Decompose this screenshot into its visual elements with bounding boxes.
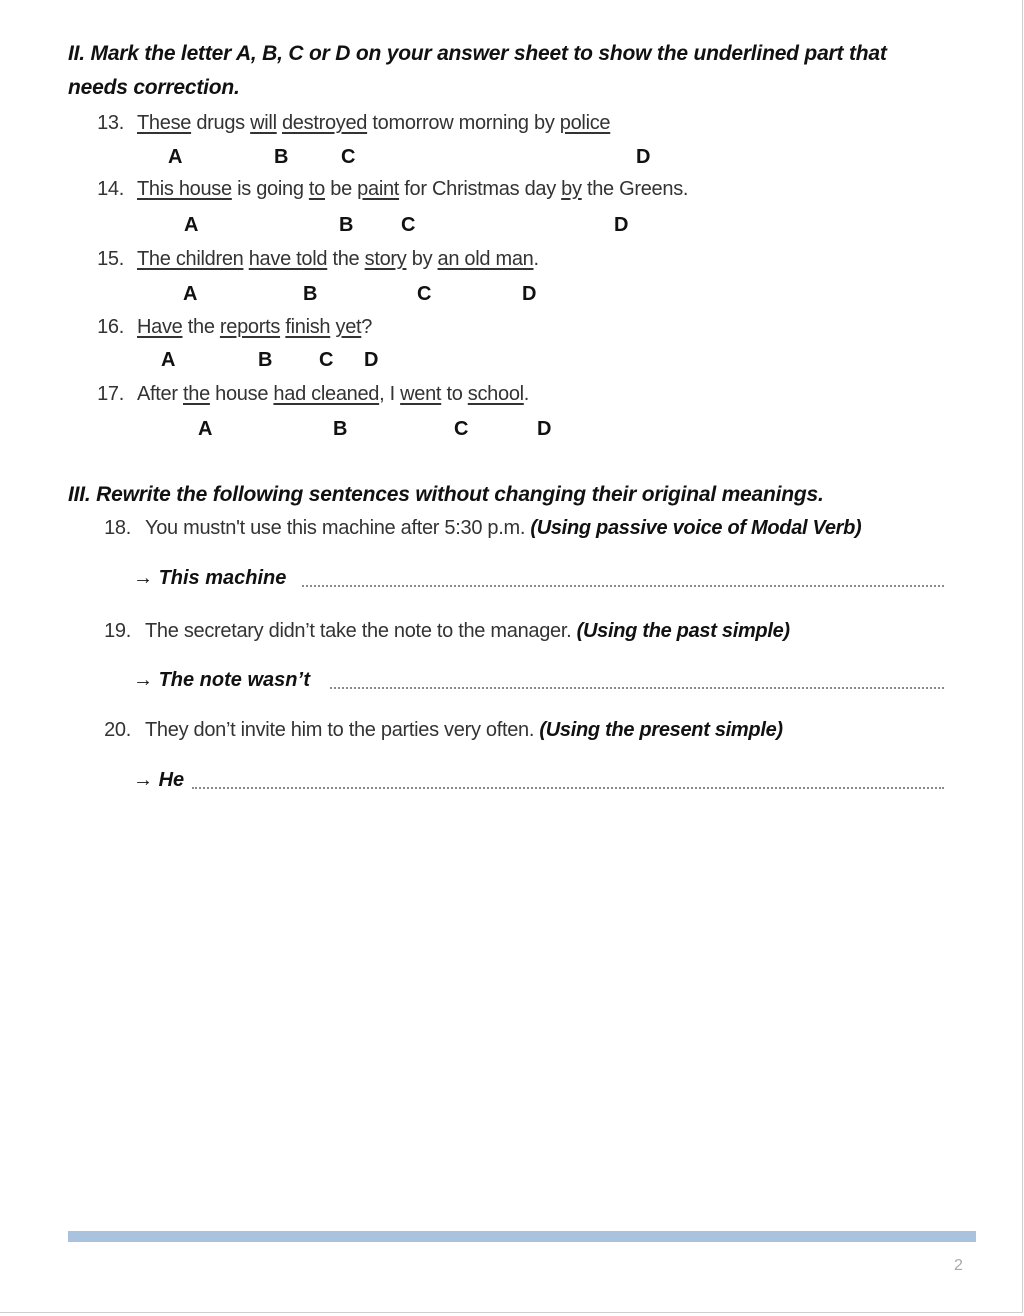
option-letter-b: B <box>339 214 354 236</box>
question-text <box>137 112 610 135</box>
arrow-icon: → <box>133 669 153 691</box>
question-text <box>137 248 539 271</box>
option-letter-a: A <box>183 283 198 305</box>
text-segment: drugs <box>191 112 251 134</box>
underlined-option-c: finish <box>285 316 331 338</box>
item-number: 18. <box>104 517 131 539</box>
underlined-option-c: story <box>364 248 407 270</box>
item-text <box>145 517 861 540</box>
underlined-option-b: had cleaned <box>273 383 380 405</box>
hint: (Using the present simple) <box>539 719 783 741</box>
answer-line-20[interactable] <box>192 787 944 789</box>
text-segment: to <box>441 383 468 405</box>
underlined-option-c: went <box>400 383 442 405</box>
text-segment: house <box>209 383 274 405</box>
text-segment: the <box>182 316 220 338</box>
question-text <box>137 316 372 339</box>
underlined-option-d: school <box>467 383 524 405</box>
sentence: The secretary didn’t take the note to the manager. <box>145 620 572 642</box>
question-text <box>137 383 529 406</box>
item-number: 20. <box>104 719 131 741</box>
underlined-option-a: The children <box>137 248 244 270</box>
text-segment: is going <box>231 178 309 200</box>
option-letter-a: A <box>168 146 183 168</box>
question-number: 14. <box>97 178 124 200</box>
option-letter-d: D <box>614 214 629 236</box>
answer-line-19[interactable] <box>330 687 944 689</box>
question-number: 15. <box>97 248 124 270</box>
underlined-option-d: by <box>561 178 582 200</box>
item-number: 19. <box>104 620 131 642</box>
text-segment: ? <box>361 316 373 338</box>
option-letter-c: C <box>454 418 469 440</box>
option-letter-b: B <box>333 418 348 440</box>
arrow-icon: → <box>133 567 153 589</box>
answer-prompt-19 <box>133 669 310 692</box>
option-letter-d: D <box>522 283 537 305</box>
sentence: They don’t invite him to the parties very often. <box>145 719 535 741</box>
underlined-option-c: destroyed <box>281 112 368 134</box>
answer-prompt-18 <box>133 567 286 590</box>
option-letter-c: C <box>401 214 416 236</box>
underlined-option-d: police <box>559 112 611 134</box>
sentence: You mustn't use this machine after 5:30 p.m. <box>145 517 526 539</box>
answer-line-18[interactable] <box>302 585 944 587</box>
option-letter-d: D <box>636 146 651 168</box>
underlined-option-b: will <box>250 112 277 134</box>
option-letter-d: D <box>537 418 552 440</box>
option-letter-b: B <box>258 349 273 371</box>
text-segment: . <box>523 383 530 405</box>
underlined-option-a: Have <box>137 316 183 338</box>
option-letter-c: C <box>417 283 432 305</box>
question-number: 16. <box>97 316 124 338</box>
underlined-option-d: an old man <box>437 248 534 270</box>
page-number: 2 <box>954 1257 963 1274</box>
option-letter-b: B <box>303 283 318 305</box>
underlined-option-b: reports <box>219 316 281 338</box>
text-segment: . <box>533 248 539 270</box>
option-letter-d: D <box>364 349 379 371</box>
text-segment: by <box>406 248 438 270</box>
answer-prompt-20 <box>133 769 184 792</box>
question-number: 17. <box>97 383 124 405</box>
footer-bar <box>68 1231 976 1242</box>
text-segment: tomorrow morning by <box>367 112 560 134</box>
option-letter-c: C <box>319 349 334 371</box>
option-letter-a: A <box>161 349 176 371</box>
underlined-option-b: to <box>308 178 325 200</box>
option-letter-b: B <box>274 146 289 168</box>
hint: (Using passive voice of Modal Verb) <box>530 517 862 539</box>
item-text <box>145 620 790 643</box>
answer-start: He <box>158 769 185 791</box>
text-segment: After <box>137 383 183 405</box>
answer-start: The note wasn’t <box>158 669 311 691</box>
item-text <box>145 719 783 742</box>
text-segment: for Christmas day <box>399 178 562 200</box>
underlined-option-a: the <box>183 383 210 405</box>
underlined-option-a: This house <box>137 178 232 200</box>
section-2-heading-line1: II. Mark the letter A, B, C or D on your answer sheet to show the underlined part that <box>68 42 887 65</box>
text-segment: , I <box>379 383 401 405</box>
underlined-option-b: have told <box>248 248 328 270</box>
text-segment: the Greens. <box>581 178 689 200</box>
question-text <box>137 178 688 201</box>
option-letter-a: A <box>198 418 213 440</box>
text-segment: the <box>327 248 365 270</box>
hint: (Using the past simple) <box>576 620 790 642</box>
underlined-option-a: These <box>137 112 192 134</box>
text-segment: be <box>325 178 358 200</box>
arrow-icon: → <box>133 769 153 791</box>
answer-start: This machine <box>158 567 287 589</box>
option-letter-c: C <box>341 146 356 168</box>
section-2-heading-line2: needs correction. <box>68 76 240 99</box>
option-letter-a: A <box>184 214 199 236</box>
section-3-heading: III. Rewrite the following sentences without changing their original meanings. <box>68 483 824 506</box>
underlined-option-d: yet <box>335 316 362 338</box>
question-number: 13. <box>97 112 124 134</box>
underlined-option-c: paint <box>357 178 400 200</box>
